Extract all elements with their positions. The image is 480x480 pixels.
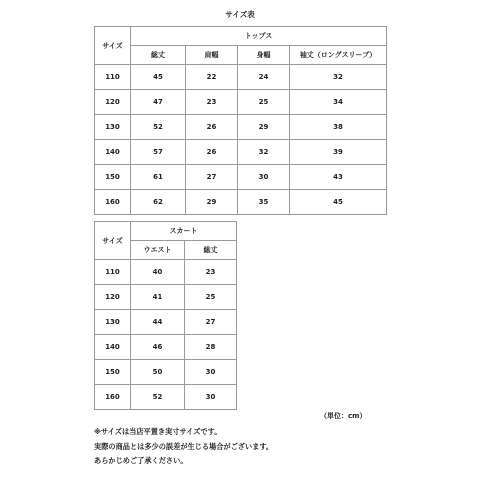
value-cell: 23: [186, 90, 238, 115]
value-cell: 25: [185, 285, 237, 310]
value-cell: 25: [238, 90, 290, 115]
table-row: [95, 115, 387, 140]
value-cell: 29: [238, 115, 290, 140]
value-cell: 57: [131, 140, 186, 165]
table-row: [95, 165, 387, 190]
tops-group-header: トップス: [131, 27, 387, 46]
value-cell: 43: [290, 165, 387, 190]
size-cell: 140: [95, 140, 131, 165]
size-cell: 150: [95, 360, 131, 385]
size-header-cell: サイズ: [95, 222, 131, 260]
table-row: [95, 140, 387, 165]
value-cell: 47: [131, 90, 186, 115]
value-cell: 30: [185, 385, 237, 410]
value-cell: 22: [186, 65, 238, 90]
table-row: [95, 335, 237, 360]
table-row: [95, 360, 237, 385]
value-cell: 50: [131, 360, 185, 385]
table-row: [95, 285, 237, 310]
value-cell: 62: [131, 190, 186, 215]
size-cell: 110: [95, 65, 131, 90]
size-cell: 120: [95, 285, 131, 310]
value-cell: 26: [186, 140, 238, 165]
value-cell: 38: [290, 115, 387, 140]
skirt-size-table: [94, 221, 237, 410]
value-cell: 35: [238, 190, 290, 215]
value-cell: 45: [131, 65, 186, 90]
value-cell: 32: [238, 140, 290, 165]
size-cell: 150: [95, 165, 131, 190]
size-cell: 140: [95, 335, 131, 360]
note-line: あらかじめご了承ください。: [94, 456, 188, 465]
size-cell: 130: [95, 115, 131, 140]
table-row: [95, 385, 237, 410]
size-header-cell: サイズ: [95, 27, 131, 65]
table-row: [95, 65, 387, 90]
value-cell: 39: [290, 140, 387, 165]
size-cell: 120: [95, 90, 131, 115]
table-row: [95, 190, 387, 215]
table-row: [95, 260, 237, 285]
value-cell: 40: [131, 260, 185, 285]
table-row: [95, 310, 237, 335]
note-line: 実際の商品とは多少の誤差が生じる場合がございます。: [94, 441, 274, 451]
column-header-total-length: 総丈: [185, 241, 237, 260]
value-cell: 23: [185, 260, 237, 285]
value-cell: 29: [186, 190, 238, 215]
table-row: [95, 90, 387, 115]
value-cell: 44: [131, 310, 185, 335]
column-header-sleeve-length: 袖丈（ロングスリーブ）: [290, 46, 387, 65]
tops-size-table: [94, 26, 387, 215]
value-cell: 27: [186, 165, 238, 190]
column-header-shoulder-width: 肩幅: [186, 46, 238, 65]
value-cell: 52: [131, 115, 186, 140]
value-cell: 52: [131, 385, 185, 410]
column-header-body-width: 身幅: [238, 46, 290, 65]
value-cell: 32: [290, 65, 387, 90]
value-cell: 28: [185, 335, 237, 360]
value-cell: 24: [238, 65, 290, 90]
value-cell: 41: [131, 285, 185, 310]
note-line: ※サイズは当店平置き実寸サイズです。: [94, 427, 222, 436]
size-chart-title: サイズ表: [225, 10, 255, 19]
size-cell: 160: [95, 385, 131, 410]
unit-note: （単位：cm）: [320, 412, 367, 420]
value-cell: 61: [131, 165, 186, 190]
notes-block: [94, 425, 273, 469]
value-cell: 27: [185, 310, 237, 335]
column-header-waist: ウエスト: [131, 241, 185, 260]
size-cell: 160: [95, 190, 131, 215]
value-cell: 46: [131, 335, 185, 360]
value-cell: 45: [290, 190, 387, 215]
column-header-total-length: 総丈: [131, 46, 186, 65]
value-cell: 34: [290, 90, 387, 115]
size-cell: 110: [95, 260, 131, 285]
value-cell: 30: [238, 165, 290, 190]
skirt-group-header: スカート: [131, 222, 237, 241]
value-cell: 26: [186, 115, 238, 140]
value-cell: 30: [185, 360, 237, 385]
size-cell: 130: [95, 310, 131, 335]
